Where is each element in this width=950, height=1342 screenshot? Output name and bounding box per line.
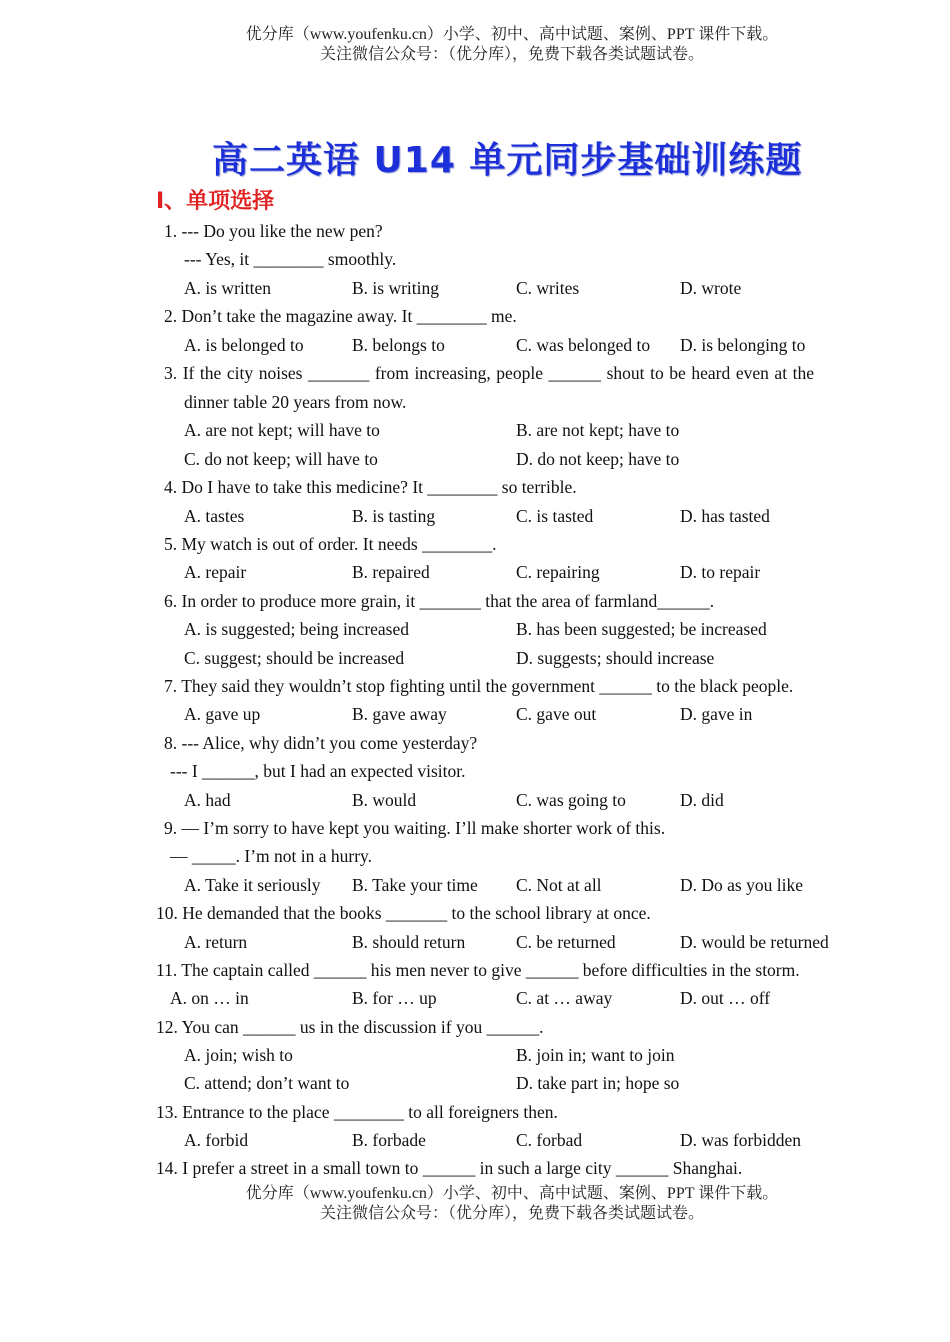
option-a: A. return (184, 932, 248, 952)
option-d: D. suggests; should increase (516, 648, 715, 668)
option-a: A. is belonged to (184, 335, 304, 355)
question-3 (164, 361, 814, 385)
option-a: A. is suggested; being increased (184, 619, 410, 639)
question-stem: I prefer a street in a small town to ______ in such a large city ______ Shanghai. (182, 1158, 743, 1178)
option-a: A. on … in (170, 988, 249, 1008)
option-d: D. has tasted (680, 506, 770, 526)
option-d: D. Do as you like (680, 875, 803, 895)
option-a: A. forbid (184, 1130, 249, 1150)
option-a: A. is written (184, 278, 272, 298)
question-number: 13. (156, 1102, 178, 1122)
option-a: A. tastes (184, 506, 245, 526)
question-stem-continued: dinner table 20 years from now. (184, 392, 407, 412)
question-12 (156, 1015, 543, 1039)
option-c: C. was going to (516, 790, 626, 810)
question-number: 12. (156, 1017, 178, 1037)
option-b: B. should return (352, 932, 466, 952)
question-stem-continued: --- Yes, it ________ smoothly. (184, 249, 397, 269)
question-stem: Do I have to take this medicine? It ________ so terrible. (181, 477, 577, 497)
question-stem-continued: --- I ______, but I had an expected visitor. (170, 761, 466, 781)
option-c: C. forbad (516, 1130, 583, 1150)
question-number: 8. (164, 733, 178, 753)
option-d: D. to repair (680, 562, 761, 582)
option-a: A. gave up (184, 704, 261, 724)
question-number: 10. (156, 903, 178, 923)
option-c: C. attend; don’t want to (184, 1073, 350, 1093)
option-c: C. writes (516, 278, 580, 298)
question-stem: Entrance to the place ________ to all foreigners then. (182, 1102, 558, 1122)
option-b: B. has been suggested; be increased (516, 619, 767, 639)
question-stem-continued: — _____. I’m not in a hurry. (170, 846, 373, 866)
option-c: C. suggest; should be increased (184, 648, 405, 668)
option-b: B. for … up (352, 988, 437, 1008)
option-c: C. at … away (516, 988, 613, 1008)
option-c: C. Not at all (516, 875, 602, 895)
option-d: D. did (680, 790, 724, 810)
question-stem: He demanded that the books _______ to the school library at once. (182, 903, 651, 923)
question-number: 9. (164, 818, 178, 838)
page-header (0, 25, 950, 65)
question-number: 14. (156, 1158, 178, 1178)
option-b: B. Take your time (352, 875, 478, 895)
question-number: 3. (164, 363, 178, 383)
option-b: B. join in; want to join (516, 1045, 675, 1065)
question-number: 2. (164, 306, 178, 326)
question-8 (164, 731, 477, 755)
option-d: D. was forbidden (680, 1130, 802, 1150)
document-title: 高二英语 U14 单元同步基础训练题 (212, 140, 803, 181)
question-stem: If the city noises _______ from increasing, people ______ shout to be heard even at the (182, 363, 815, 383)
question-stem: — I’m sorry to have kept you waiting. I’ll make shorter work of this. (181, 818, 666, 838)
option-c: C. do not keep; will have to (184, 449, 378, 469)
question-9 (164, 816, 665, 840)
question-stem: --- Do you like the new pen? (181, 221, 383, 241)
option-a: A. repair (184, 562, 247, 582)
option-b: B. belongs to (352, 335, 445, 355)
option-b: B. is writing (352, 278, 440, 298)
question-10 (156, 901, 651, 925)
option-c: C. is tasted (516, 506, 594, 526)
footer-line-2: 关注微信公众号：（优分库），免费下载各类试题试卷。 (319, 1205, 704, 1222)
question-1 (164, 219, 383, 243)
question-5 (164, 532, 496, 556)
option-d: D. gave in (680, 704, 753, 724)
section-heading: I、单项选择 (156, 189, 275, 214)
option-a: A. are not kept; will have to (184, 420, 380, 440)
question-stem: --- Alice, why didn’t you come yesterday? (181, 733, 478, 753)
option-b: B. are not kept; have to (516, 420, 680, 440)
option-b: B. would (352, 790, 417, 810)
question-stem: The captain called ______ his men never to give ______ before difficulties in the storm. (181, 960, 800, 980)
option-c: C. repairing (516, 562, 600, 582)
option-d: D. wrote (680, 278, 742, 298)
question-14 (156, 1156, 742, 1180)
header-line-2: 关注微信公众号：（优分库），免费下载各类试题试卷。 (319, 46, 704, 63)
option-c: C. gave out (516, 704, 597, 724)
question-number: 6. (164, 591, 178, 611)
question-stem: My watch is out of order. It needs ________. (181, 534, 497, 554)
option-c: C. was belonged to (516, 335, 651, 355)
option-b: B. forbade (352, 1130, 426, 1150)
question-11 (156, 958, 800, 982)
question-number: 7. (164, 676, 178, 696)
question-stem: You can ______ us in the discussion if you ______. (181, 1017, 544, 1037)
question-stem: They said they wouldn’t stop fighting until the government ______ to the black people. (181, 676, 794, 696)
question-number: 5. (164, 534, 178, 554)
option-b: B. repaired (352, 562, 430, 582)
footer-line-1: 优分库（www.youfenku.cn）小学、初中、高中试题、案例、PPT 课件下载。 (245, 1185, 779, 1202)
question-stem: In order to produce more grain, it _______ that the area of farmland______. (181, 591, 715, 611)
question-13 (156, 1100, 558, 1124)
option-a: A. Take it seriously (184, 875, 321, 895)
page-footer (0, 1184, 950, 1224)
option-b: B. is tasting (352, 506, 436, 526)
question-7 (164, 674, 793, 698)
option-d: D. is belonging to (680, 335, 806, 355)
option-d: D. out … off (680, 988, 771, 1008)
question-6 (164, 589, 714, 613)
question-number: 1. (164, 221, 178, 241)
question-stem: Don’t take the magazine away. It ________ me. (181, 306, 517, 326)
question-4 (164, 475, 577, 499)
option-a: A. had (184, 790, 231, 810)
option-d: D. take part in; hope so (516, 1073, 680, 1093)
option-d: D. do not keep; have to (516, 449, 680, 469)
question-number: 4. (164, 477, 178, 497)
option-a: A. join; wish to (184, 1045, 293, 1065)
question-number: 11. (156, 960, 178, 980)
option-c: C. be returned (516, 932, 616, 952)
option-b: B. gave away (352, 704, 447, 724)
question-2 (164, 304, 517, 328)
header-line-1: 优分库（www.youfenku.cn）小学、初中、高中试题、案例、PPT 课件下载。 (245, 26, 779, 43)
option-d: D. would be returned (680, 932, 829, 952)
